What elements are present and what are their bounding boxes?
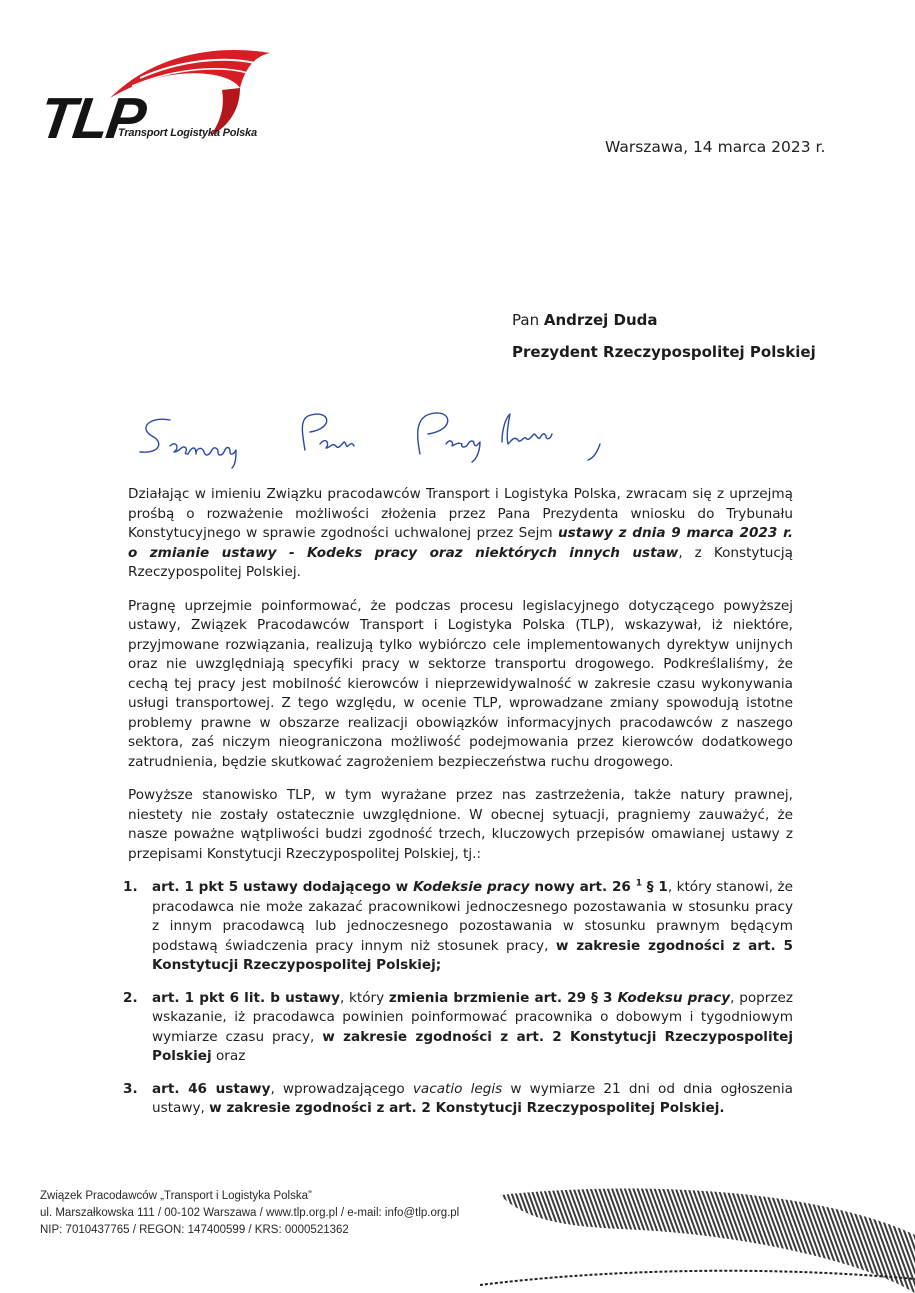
item3-c: vacatio legis [412,1080,503,1097]
item2-a: art. 1 pkt 6 lit. b ustawy [152,989,340,1006]
item1-sup: 1 [635,878,642,889]
item1-a: art. 1 pkt 5 ustawy dodającego w [152,879,414,895]
provisions-list [123,878,794,1119]
logo-subtitle: Transport Logistyka Polska [118,127,257,139]
recipient-block [512,311,816,375]
tlp-logo [35,38,320,151]
item1-b: Kodeksie pracy [413,879,530,895]
item3-b: , wprowadzającego [270,1080,413,1097]
list-number: 2. [123,989,138,1006]
p1-text-c: , z Konstytucją Rzeczypospolitej Polskiej. [128,544,793,580]
paragraph-3: Powyższe stanowisko TLP, w tym wyrażane przez nas zastrzeżenia, także natury prawnej, niestety nie zostały ostatecznie uwzględnione. W obecnej sytuacji, pragniemy zauważyć, że nasze poważne wątpliwości budzi zgodność trzech, kluczowych przepisów omawianej ustawy z przepisami Konstytucji Rzeczypospolitej Polskiej, tj.: [128,787,793,862]
paragraph-2: Pragnę uprzejmie poinformować, że podczas procesu legislacyjnego dotyczącego powyższej ustawy, Związek Pracodawców Transport i Logistyka Polska (TLP), wskazywał, iż niektóre, przyjmowane rozwiązania, realizują tylko wybiórczo cele implementowanych dyrektyw unijnych oraz nie uwzględniają specyfiki pracy w sektorze transportu drogowego. Podkreślaliśmy, że cechą tej pracy jest mobilność kierowców i nieprzewidywalność w zakresie czasu wykonywania usługi transportowej. Z tego względu, w ocenie TLP, wprowadzane zmiany spowodują istotne problemy prawne w obszarze realizacji obowiązków informacyjnych pracodawców z naszego sektora, zaś niczym nieograniczona możliwość podejmowania przez kierowców dodatkowego zatrudnienia, będzie skutkować zagrożeniem bezpieczeństwa ruchu drogowego. [128,597,793,770]
recipient-name [512,311,816,329]
list-item [123,1080,794,1119]
item1-c: nowy art. 26 [529,879,636,895]
p1-act-title: ustawy z dnia 9 marca 2023 r. o zmianie ustawy - Kodeks pracy oraz niektórych innych ustaw [128,525,793,561]
item3-e: w zakresie zgodności z art. 2 Konstytucji Rzeczypospolitej Polskiej. [209,1100,725,1116]
item1-e: , który stanowi, że pracodawca nie może zakazać pracownikowi jednoczesnego pozostawania w stosunku pracy z innym pracodawcą lub jednoczesnego pozostawania w stosunku prawnym będącym podstawą świadczenia pracy innym niż stosunek pracy, [152,879,793,954]
letter-date: Warszawa, 14 marca 2023 r. [605,138,826,156]
item3-a: art. 46 ustawy [152,1080,271,1097]
item2-e: , poprzez wskazanie, iż pracodawca powinien poinformować pracownika o dobowym i tygodniowym wymiarze czasu pracy, [152,989,793,1045]
list-item [123,989,793,1067]
recipient-prefix: Pan [512,311,540,329]
item2-d: Kodeksu pracy [617,989,731,1006]
item2-f: w zakresie zgodności z art. 2 Konstytucji Rzeczypospolitej Polskiej [152,1028,793,1064]
item2-c: zmienia brzmienie art. 29 § 3 [388,989,618,1006]
item1-d: § 1 [641,879,668,895]
list-number: 1. [123,879,138,895]
list-number: 3. [123,1080,138,1097]
letter-body [123,485,794,1132]
item3-d: w wymiarze 21 dni od dnia ogłoszenia ustawy, [152,1080,794,1116]
list-item [123,878,793,976]
recipient-fullname: Andrzej Duda [543,311,658,329]
letter-footer [40,1188,459,1239]
item2-g: oraz [211,1048,246,1064]
footer-road-graphic [440,1175,915,1293]
footer-registry: NIP: 7010437765 / REGON: 147400599 / KRS: 0000521362 [40,1224,349,1236]
p1-text-a: Działając w imieniu Związku pracodawców Transport i Logistyka Polska, zwracam się z uprzejmą prośbą o rozważenie możliwości złożenia przez Pana Prezydenta wniosku do Trybunału Konstytucyjnego w sprawie zgodności uchwalonej przez Sejm [128,486,793,541]
footer-org-name: Związek Pracodawców „Transport i Logistyka Polska” [40,1190,312,1202]
handwritten-salutation [130,398,650,478]
paragraph-1 [128,485,793,583]
item1-f: w zakresie zgodności z art. 5 Konstytucji Rzeczypospolitej Polskiej; [152,937,793,973]
recipient-title: Prezydent Rzeczypospolitej Polskiej [512,343,816,361]
footer-address: ul. Marszałkowska 111 / 00-102 Warszawa / www.tlp.org.pl / e-mail: info@tlp.org.pl [40,1207,460,1219]
item2-b: , który [339,989,389,1006]
logo-wordmark: TLP [35,86,149,151]
